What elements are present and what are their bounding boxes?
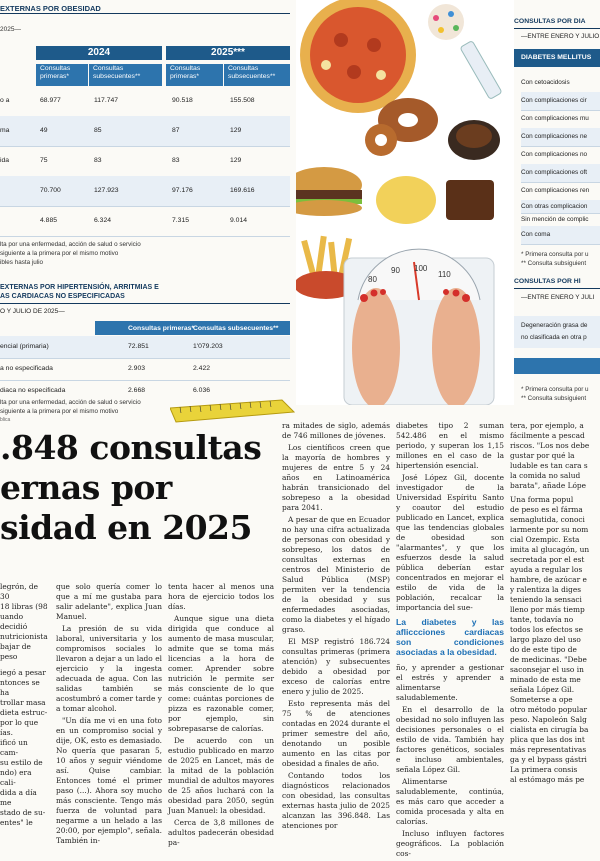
text-line: más representativas — [510, 745, 587, 754]
text-line: legrón, de 30 — [0, 582, 39, 601]
source-note: blica — [0, 417, 11, 423]
paragraph: Esto representa más del 75 % de atenciones contadas en 2024 durante el primer semestre del año, denotando un posible aumento en las citas por obesidad a finales de año. — [282, 699, 390, 768]
food-scale-photo — [296, 0, 514, 405]
article-column-1 — [0, 582, 48, 828]
list-item: Con complicaciones ne — [521, 128, 600, 147]
text-line: minado de esta me — [510, 675, 581, 684]
text-line: dieta estruc- — [0, 708, 48, 717]
article-column-3 — [168, 582, 274, 850]
list-item: Con complicaciones cir — [521, 92, 600, 111]
scale-tick: 110 — [438, 270, 451, 279]
paragraph: Incluso influyen factores geográficos. La población cos- — [396, 829, 504, 858]
cell: 4.885 — [40, 217, 58, 224]
text-line: plica que las dos int — [510, 735, 585, 744]
cell: 83 — [172, 157, 180, 164]
text-line: imita al glucagón, un — [510, 545, 590, 554]
col-header: Consultas primeras* — [36, 64, 88, 86]
table-row — [0, 206, 290, 237]
scale-tick: 90 — [391, 266, 400, 275]
text-line: ndo) era cali- — [0, 768, 32, 787]
photo-illustration — [296, 0, 514, 405]
table2-subtitle: O Y JULIO DE 2025— — [0, 308, 65, 315]
text-line: trollar masa — [0, 698, 46, 707]
text-line: secretada por el est — [510, 555, 585, 564]
text-line: ga y el bypass gástri — [510, 755, 587, 764]
article-column-5 — [396, 421, 504, 861]
text-line: gustar por qué la — [510, 451, 575, 460]
text-line: y ralentiza la diges — [510, 585, 582, 594]
row-label: ma — [0, 127, 10, 134]
text-line: ntonces se ha — [0, 678, 40, 697]
paragraph: diabetes tipo 2 suman 542.486 en el mismo periodo, y superan los 1,15 millones en el caso de la hipertensión esencial. — [396, 421, 504, 470]
note: * Primera consulta por u — [521, 251, 589, 258]
cell: 169.616 — [230, 187, 255, 194]
text-line: ayuda a regular los — [510, 565, 583, 574]
cell: 2.903 — [128, 365, 146, 372]
text-line: riscos. "Los nos debe — [510, 441, 590, 450]
row-label: a no especificada — [0, 365, 53, 372]
headline — [0, 428, 300, 548]
text-line: saconsejar el uso in — [510, 665, 584, 674]
text-line: bajar de peso — [0, 642, 31, 661]
paragraph: En el desarrollo de la obesidad no solo influyen las decisiones personales o el estilo de vida. También hay factores genéticos, sociales e incluso ambientales, señala López Gil. — [396, 705, 504, 774]
note: ** Consulta subsiguient — [521, 260, 587, 267]
table2-title-line: EXTERNAS POR HIPERTENSIÓN, ARRITMIAS E — [0, 284, 159, 291]
list-item: Degeneración grasa de — [521, 322, 588, 329]
cell: 75 — [40, 157, 48, 164]
right-panel-title: CONSULTAS POR DIA — [514, 18, 586, 25]
cell: 117.747 — [94, 97, 119, 104]
headline-line: sidad en 2025 — [0, 508, 252, 547]
text-line: tera, por ejemplo, a — [510, 421, 584, 430]
text-line: otro método popular — [510, 705, 588, 714]
table-row — [0, 116, 290, 147]
row-label: ida — [0, 157, 10, 164]
right-panel-header: DIABETES MELLITUS — [521, 54, 592, 61]
list-item: Con complicaciones mu — [521, 110, 600, 129]
right-panel2-rows — [521, 320, 600, 344]
table2-title — [0, 283, 300, 301]
note: lta por una enfermedad, acción de salud o servicio — [0, 399, 141, 406]
right-panel-notes — [521, 250, 600, 268]
paragraph: José López Gil, docente investigador de la Universidad Espíritu Santo y coautor del estudio publicado en Lancet, explica que las tendencias globales de obesidad son "alarmantes", y que los esfuerzos desde la salud pública deberían estar concentrados en mejorar el estilo de vida de la población, recalcar la importancia del sue- — [396, 473, 504, 612]
text-line: por lo que — [0, 718, 39, 727]
paragraph: que solo quería comer lo que a mí me gustaba para salir adelante", explica Juan Manuel. — [56, 582, 162, 621]
text-line: do de este tipo de — [510, 645, 577, 654]
right-panel2-bar — [514, 358, 600, 374]
title-rule — [0, 303, 290, 304]
paragraph: "Un día me vi en una foto en un compromiso social y dije, OK, esto es demasiado. No quería que pasaran 5, 10 años y seguir viéndome así. Quise cambiar. Entonces tomé el primer paso (...). Ahora soy mucho más consciente. Tengo más fuerza de voluntad para negarme a un helado a las 20:00, por ejemplo", señala. También in- — [56, 716, 162, 845]
col-header: Consultas subsecuentes** — [193, 325, 279, 332]
list-item: Con complicaciones ren — [521, 182, 600, 201]
list-item: no clasificada en otra p — [521, 334, 587, 341]
table2-title-line: AS CARDIACAS NO ESPECIFICADAS — [0, 293, 125, 300]
year-2025: 2025*** — [166, 46, 290, 60]
title-rule — [0, 13, 290, 14]
text-line: entes" le — [0, 818, 33, 827]
text-line: cial Ozempic. Esta — [510, 535, 580, 544]
right-panel2-notes — [521, 385, 600, 403]
text-line: ías. — [0, 728, 13, 737]
list-item: Con complicaciones oft — [521, 164, 600, 183]
note: siguiente a la primera por el mismo motivo — [0, 250, 119, 257]
col-header: Consultas subsecuentes** — [89, 64, 162, 86]
text-line: de peso es el fárma — [510, 505, 583, 514]
cell: 68.977 — [40, 97, 61, 104]
text-line: cialista en cirugía ba — [510, 725, 589, 734]
cell: 129 — [230, 157, 242, 164]
text-line: La primera consis — [510, 765, 578, 774]
cell: 9.014 — [230, 217, 248, 224]
cell: 87 — [172, 127, 180, 134]
table1-notes — [0, 240, 290, 267]
list-item: Sin mención de complic — [521, 213, 600, 227]
article-column-6 — [510, 421, 600, 800]
list-item: Con complicaciones no — [521, 146, 600, 165]
text-line: largo plazo del uso — [510, 635, 581, 644]
list-item: Con otras complicacion — [521, 200, 600, 214]
paragraph: Aunque sigue una dieta dirigida que conduce al aumento de masa muscular, admite que se toma más licencias a la hora de comer. Aprender sobre nutrición le permite ser más consciente de lo que come: cuántas porciones de pizza es razonable comer, por ejemplo, sin sobrepasarse de calorías. — [168, 614, 274, 733]
text-line: lleno por más tiemp — [510, 605, 585, 614]
paragraph: Alimentarse saludablemente, continúa, es más caro que acceder a comida procesada y alta en calorías. — [396, 777, 504, 826]
cell: 7.315 — [172, 217, 190, 224]
note: siguiente a la primera por el mismo motivo — [0, 408, 119, 415]
text-line: nutricionista — [0, 632, 48, 641]
paragraph: De acuerdo con un estudio publicado en marzo de 2025 en Lancet, más de la mitad de la población mundial de adultos mayores de 25 años luchará con la obesidad para 2050, según Juan Manuel: la obesidad. — [168, 736, 274, 815]
cell: 2.668 — [128, 387, 146, 394]
paragraph: ra mitades de siglo, además de 746 millones de jóvenes. — [282, 421, 390, 440]
right-panel2-subtitle: —ENTRE ENERO Y JULI — [521, 294, 595, 301]
paragraph: A pesar de que en Ecuador no hay una cifra actualizada de personas con obesidad y sobrepeso, los datos de consultas externas en centros del Ministerio de Salud Pública (MSP) permiten ver la tendencia de la obesidad y sus enfermedades asociadas, como la diabetes y el hígado graso. — [282, 515, 390, 634]
text-line: 18 libras (98 — [0, 602, 48, 611]
row-label: encial (primaria) — [0, 343, 49, 350]
text-line: larmente por su nom — [510, 525, 589, 534]
note: ** Consulta subsiguient — [521, 395, 587, 402]
table1-subtitle: 2025— — [0, 26, 21, 33]
right-panel-subtitle: —ENTRE ENERO Y JULIO — [521, 33, 600, 40]
text-line: al estómago más pe — [510, 775, 585, 784]
list-item: Con cetoacidosis — [521, 74, 600, 93]
text-line: stado de su- — [0, 808, 46, 817]
paragraph: Cerca de 3,8 millones de adultos padecerán obesidad pa- — [168, 818, 274, 847]
row-label: o a — [0, 97, 10, 104]
cell: 90.518 — [172, 97, 193, 104]
title-rule — [514, 28, 600, 29]
article-column-4 — [282, 421, 390, 833]
text-line: peso. Napoleón Salg — [510, 715, 587, 724]
headline-line: .848 consultas — [0, 428, 262, 467]
paragraph: El MSP registró 186.724 consultas primeras (primera atención) y subsecuentes debido a obesidad por exceso de calorías entre enero y julio de 2025. — [282, 637, 390, 696]
row-label: diaca no especificada — [0, 387, 66, 394]
note: * Primera consulta por u — [521, 386, 589, 393]
text-line: semaglutida, conoci — [510, 515, 585, 524]
text-line: todos los efectos se — [510, 625, 584, 634]
text-line: señala López Gil. — [510, 685, 575, 694]
text-line: Someterse a ope — [510, 695, 573, 704]
cell: 70.700 — [40, 187, 61, 194]
cell: 85 — [94, 127, 102, 134]
right-panel2-title: CONSULTAS POR HÍ — [514, 278, 581, 285]
scale-tick: 80 — [368, 275, 377, 284]
text-line: hambre, de azúcar e — [510, 575, 587, 584]
cell: 83 — [94, 157, 102, 164]
cell: 127.923 — [94, 187, 119, 194]
scale-tick: 100 — [414, 264, 428, 273]
text-line: tante, todavía no — [510, 615, 574, 624]
cell: 1'079.203 — [193, 343, 223, 350]
cell: 97.176 — [172, 187, 193, 194]
cell: 6.036 — [193, 387, 211, 394]
note: lta por una enfermedad, acción de salud o servicio — [0, 241, 141, 248]
cell: 49 — [40, 127, 48, 134]
text-line: barata", añade Lópe — [510, 481, 587, 490]
text-line: su estilo de — [0, 758, 43, 767]
table-row — [0, 336, 290, 359]
text-line: la comida no salud — [510, 471, 581, 480]
paragraph: ño, y aprender a gestionar el estrés y aprender a alimentarse saludablemente. — [396, 663, 504, 702]
col-header: Consultas primeras* — [128, 325, 195, 332]
col-header: Consultas subsecuentes** — [224, 64, 290, 86]
paragraph: Los científicos creen que la mayoría de hombres y mujeres de entre 5 y 24 años en Latinoamérica habrán transicionado del sobrepeso a la obesidad para 2041. — [282, 443, 390, 512]
paragraph: tenta hacer al menos una hora de ejercicio todos los días. — [168, 582, 274, 611]
measuring-tape-image — [170, 396, 300, 424]
text-line: fácilmente a pescad — [510, 431, 585, 440]
paragraph: Contando todos los diagnósticos relacionados con obesidad, las consultas externas hasta julio de 2025 alcanzan las 396.848. Las atenciones por — [282, 771, 390, 830]
table-row — [0, 86, 290, 117]
cell: 155.508 — [230, 97, 255, 104]
text-line: teniendo la sensaci — [510, 595, 582, 604]
subhead: La diabetes y las afliccciones cardiacas son condiciones asociadas a la obesidad. — [396, 617, 504, 657]
text-line: iegó a pesar — [0, 668, 46, 677]
table-row — [0, 176, 290, 207]
year-2024: 2024 — [36, 46, 162, 60]
text-line: de medicinas. "Debe — [510, 655, 587, 664]
col-header: Consultas primeras* — [166, 64, 223, 86]
title-rule — [514, 288, 600, 289]
text-line: ludable es tan cara s — [510, 461, 588, 470]
cell: 2.422 — [193, 365, 211, 372]
paragraph: La presión de su vida laboral, universitaria y los compromisos sociales lo llevaron a dejar a un lado el ejercicio y la ingesta adecuada de agua. Con las salidas también se acostumbró a comer tarde y a tomar alcohol. — [56, 624, 162, 713]
headline-line: ernas por — [0, 468, 172, 507]
text-line: ificó un cam- — [0, 738, 28, 757]
cell: 129 — [230, 127, 242, 134]
note: ibles hasta julio — [0, 259, 44, 266]
text-line: dida a día me — [0, 788, 37, 807]
table-row — [0, 358, 290, 381]
table1-title: EXTERNAS POR OBESIDAD — [0, 4, 101, 13]
text-line: Una forma popul — [510, 495, 574, 504]
cell: 6.324 — [94, 217, 112, 224]
cell: 72.851 — [128, 343, 149, 350]
list-item: Con coma — [521, 226, 600, 245]
text-line: uando decidió — [0, 612, 28, 631]
article-column-2 — [56, 582, 162, 848]
table-row — [0, 146, 290, 177]
